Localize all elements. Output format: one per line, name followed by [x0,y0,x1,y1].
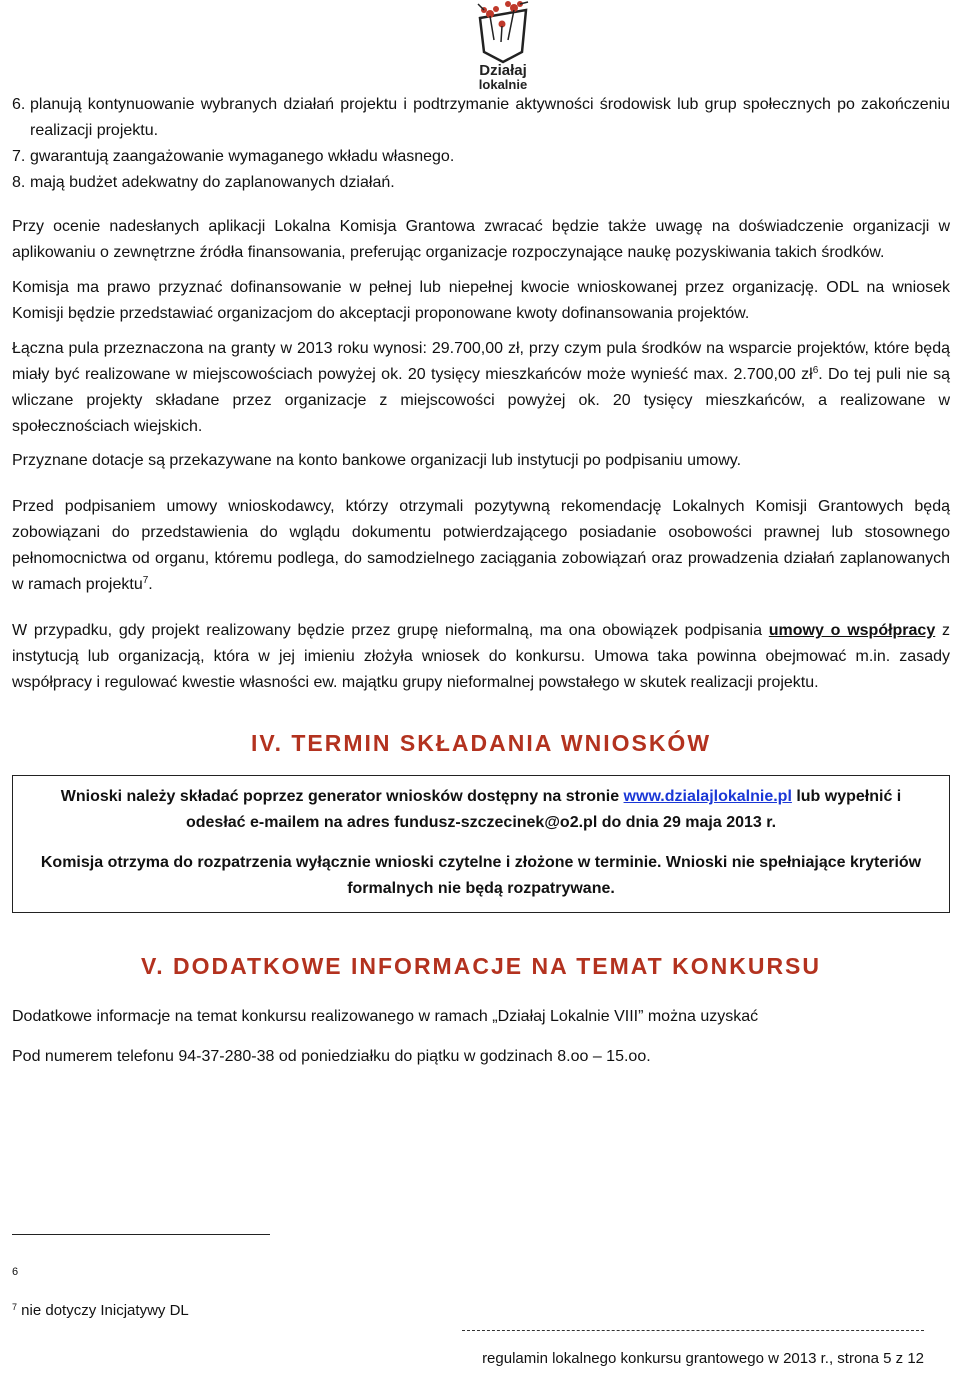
list-item-number: 8. [12,174,26,191]
document-body [12,92,950,1070]
svg-text:Działaj: Działaj [479,62,527,79]
list-item-text: planują kontynuowanie wybranych działań projektu i podtrzymanie aktywności środowisk lub grup społecznych po zakończeniu realizacji projektu. [30,96,950,139]
list-item [12,92,950,144]
section-v-heading: V. DODATKOWE INFORMACJE NA TEMAT KONKURSU [141,953,821,979]
footnote-ref-7: 7 [142,575,149,586]
formal-criteria-note: Komisja otrzyma do rozpatrzenia wyłącznie wnioski czytelne i złożone w terminie. Wnioski nie spełniające kryteriów formalnych nie będą rozpatrywane. [40,854,922,897]
list-item-text: gwarantują zaangażowanie wymaganego wkładu własnego. [30,148,455,165]
cooperation-agreement-emphasis: umowy o współpracy [768,622,936,639]
deadline-box [12,775,950,913]
dzialaj-lokalnie-logo [470,0,536,92]
list-item-number: 6. [12,96,26,113]
website-link[interactable]: www.dzialajlokalnie.pl [623,788,792,805]
grants-transfer-paragraph: Przyznane dotacje są przekazywane na konto bankowe organizacji lub instytucji po podpisaniu umowy. [12,452,742,469]
footnote-ref-6: 6 [812,365,819,376]
submission-instructions: Wnioski należy składać poprzez generator wniosków dostępny na stronie www.dzialajlokalnie.pl lub wypełnić i odesłać e-mailem na adres fundusz-szczecinek@o2.pl do dnia 29 maja 2013 r. [60,788,902,831]
contract-paragraph: Przed podpisaniem umowy wnioskodawcy, którzy otrzymali pozytywną rekomendację Lokalnych Komisji Grantowych będą zobowiązani do przedstawienia do wglądu dokumentu potwierdzającego posiadanie osobowości prawnej lub stosownego pełnomocnictwa od organu, któremu podlega, do samodzielnego zaciągania zobowiązań oraz prowadzenia działań zaplanowanych w ramach projektu$^7$. [12,498,950,593]
footnote-7: $^7$ nie dotyczy Inicjatywy DL [12,1302,189,1319]
footnote-separator [12,1234,270,1235]
list-item [12,144,950,170]
svg-text:lokalnie: lokalnie [478,77,528,92]
page-footer: regulamin lokalnego konkursu grantowego w 2013 r., strona 5 z 12 [482,1350,924,1367]
list-item [12,170,950,196]
list-item-text: mają budżet adekwatny do zaplanowanych działań. [30,174,395,191]
informal-group-paragraph: W przypadku, gdy projekt realizowany będzie przez grupę nieformalną, ma ona obowiązek podpisania umowy o współpracy z instytucją lub organizacją, która w jej imieniu złożyła wniosek do konkursu. Umowa taka powinna obejmować m.in. zasady współpracy i regulować kwestie własności ew. majątku grupy nieformalnej powstałego w skutek realizacji projektu. [12,622,950,691]
section-iv-heading: IV. TERMIN SKŁADANIA WNIOSKÓW [250,730,712,756]
list-item-number: 7. [12,148,26,165]
phone-info-paragraph: Pod numerem telefonu 94-37-280-38 od poniedziałku do piątku w godzinach 8.oo – 15.oo. [12,1048,651,1065]
criteria-list [12,92,950,196]
footnote-6: 6 [12,1266,19,1278]
footer-divider [462,1330,924,1331]
evaluation-paragraph: Przy ocenie nadesłanych aplikacji Lokalna Komisja Grantowa zwracać będzie także uwagę na doświadczenie organizacji w aplikowaniu o zewnętrzne źródła finansowania, preferując organizacje rozpoczynające naukę pozyskiwania takich środków. [12,218,950,261]
funding-pool-paragraph: Łączna pula przeznaczona na granty w 2013 roku wynosi: 29.700,00 zł, przy czym pula środków na wsparcie projektów, które będą miały być realizowane w miejscowościach powyżej ok. 20 tysięcy mieszkańców może wynieść max. 2.700,00 $zł^6$. Do tej puli nie są wliczane projekty składane przez organizacje z miejscowości powyżej ok. 20 tysięcy mieszkańców, a realizowane w społecznościach wiejskich. [12,340,951,435]
commission-paragraph: Komisja ma prawo przyznać dofinansowanie w pełnej lub niepełnej kwocie wnioskowanej przez organizację. ODL na wniosek Komisji będzie przedstawiać organizacjom do akceptacji proponowane kwoty dofinansowania projektów. [12,279,950,322]
additional-info-paragraph: Dodatkowe informacje na temat konkursu realizowanego w ramach „Działaj Lokalnie VIII” można uzyskać [12,1008,759,1025]
